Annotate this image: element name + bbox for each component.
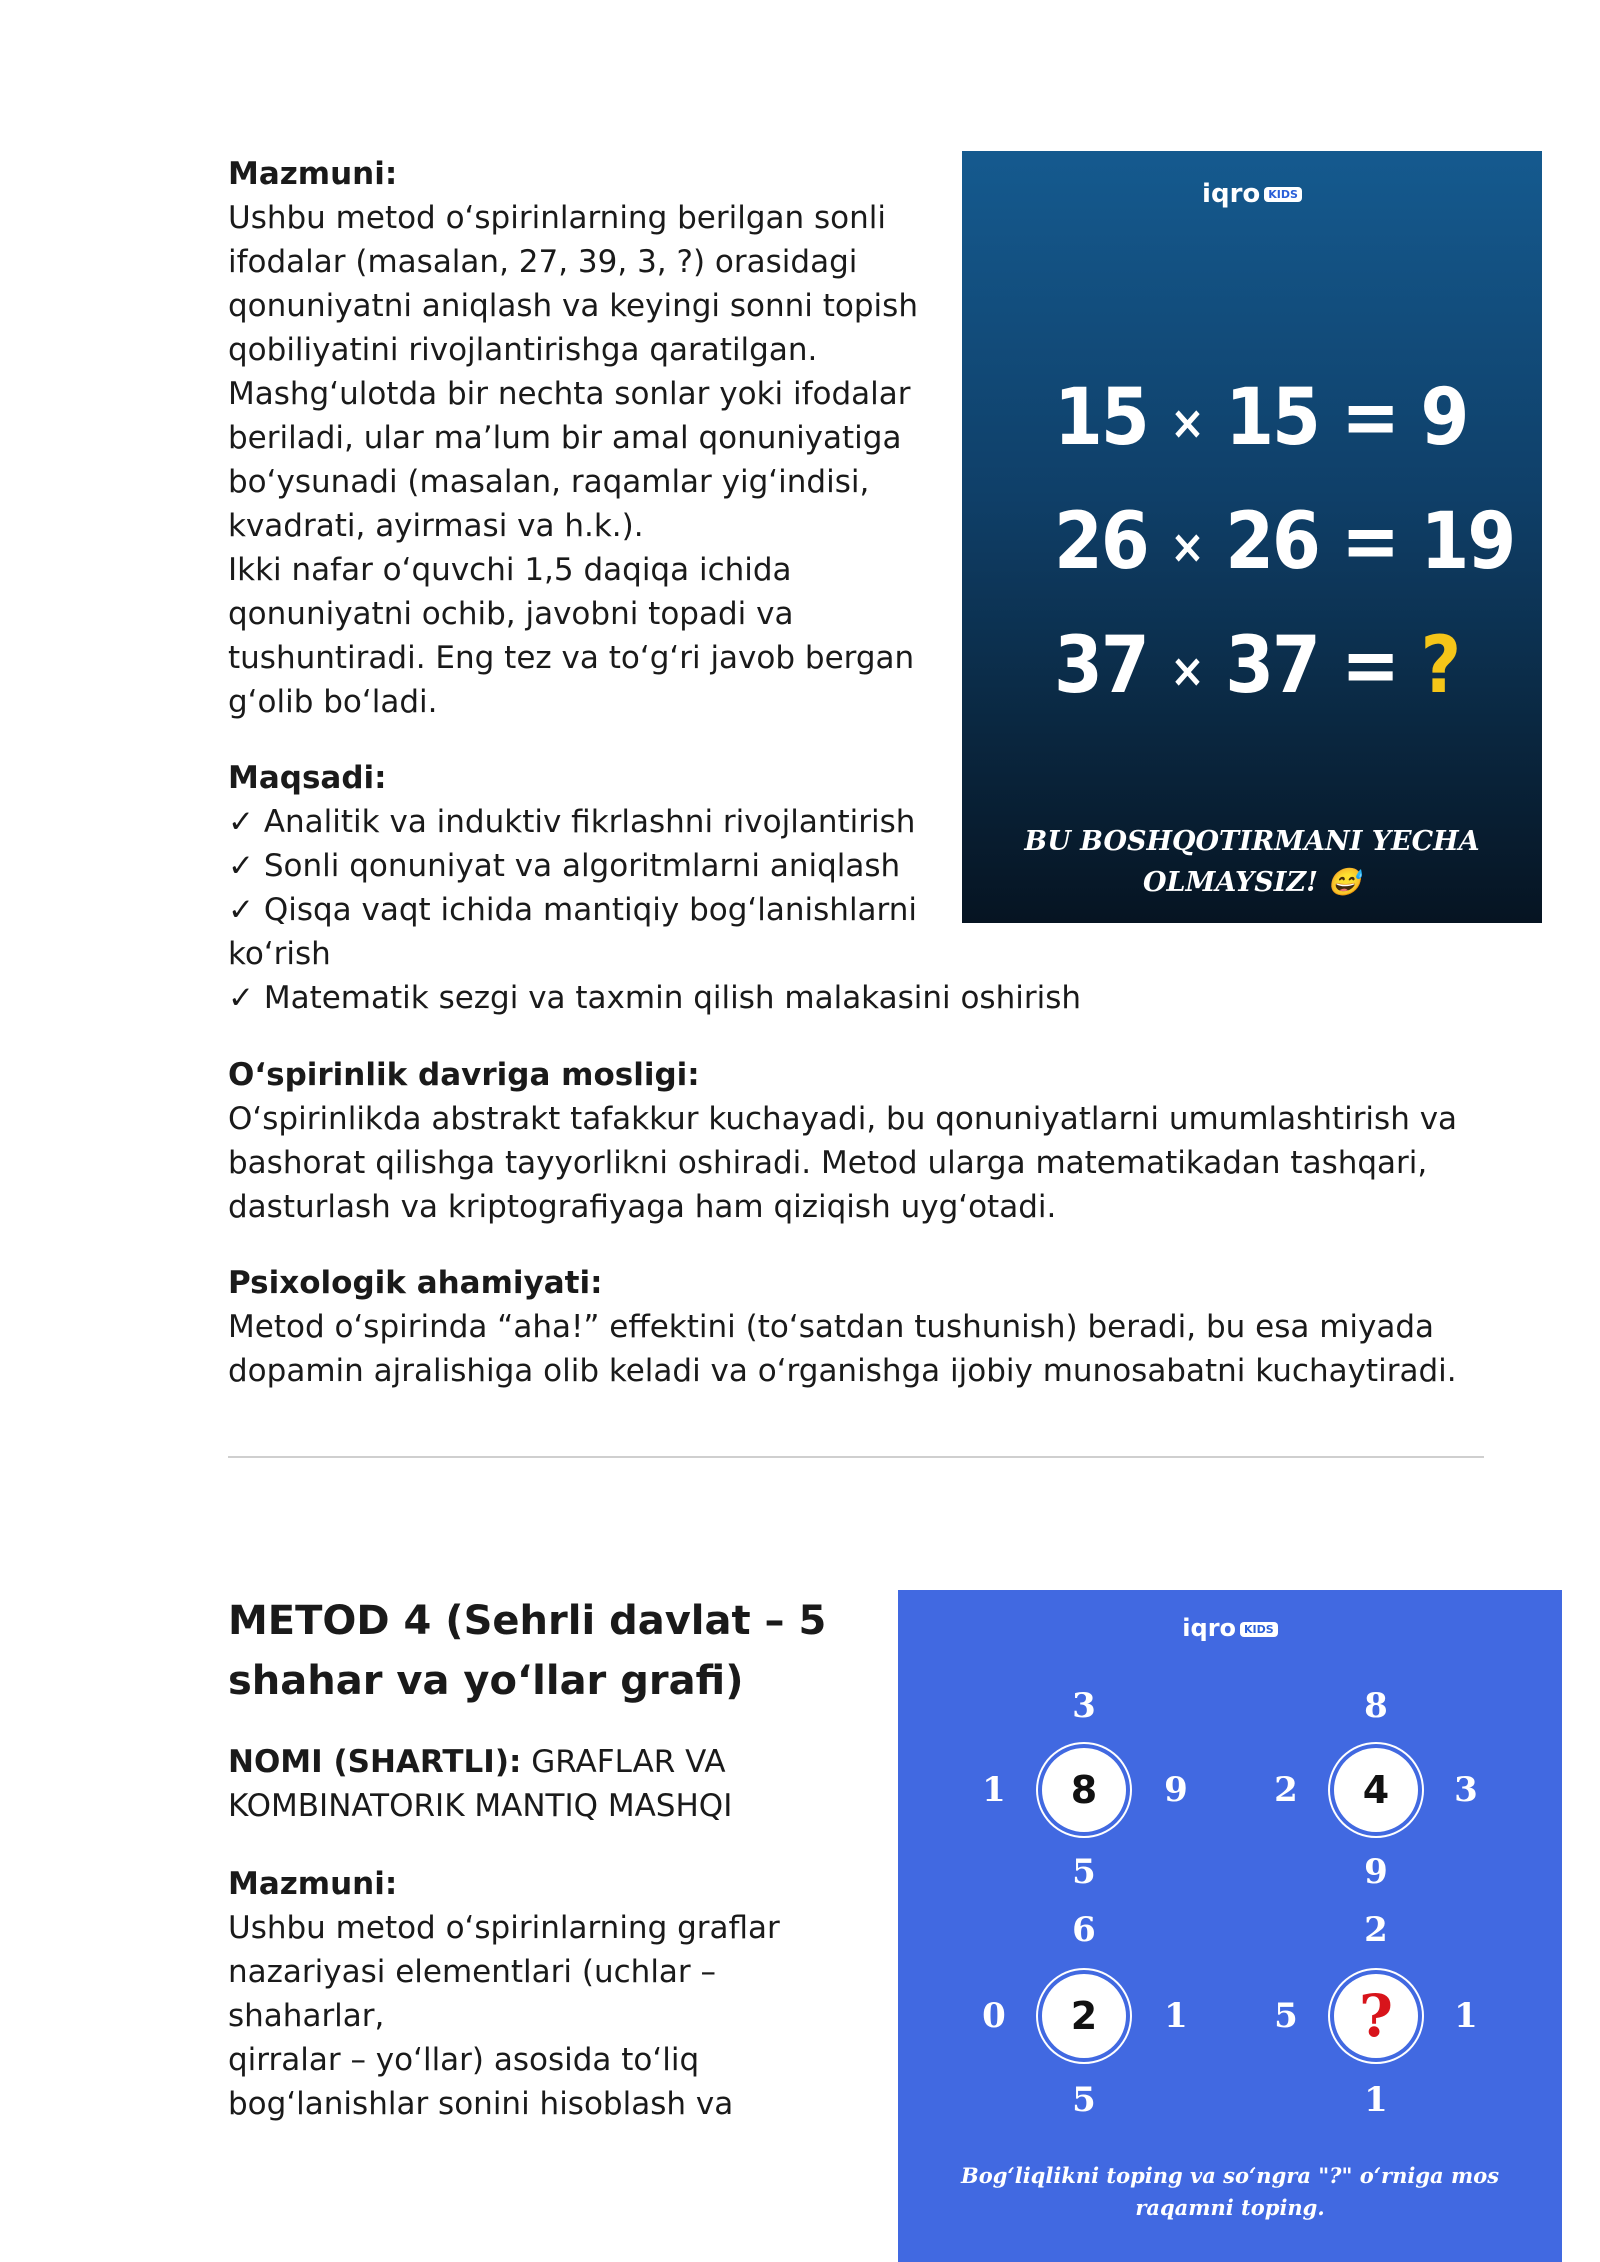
question-mark: ?: [1420, 621, 1460, 711]
goal-item: ✓ Qisqa vaqt ichida mantiqiy bog‘lanishlarni: [228, 892, 918, 928]
logo-badge: KIDS: [1240, 1622, 1278, 1637]
logo-text: iqro: [1202, 179, 1261, 209]
equals-sign: =: [1341, 497, 1399, 587]
top-number: 8: [1364, 1686, 1388, 1726]
text-line: ifodalar (masalan, 27, 39, 3, ?) orasidagi: [228, 244, 858, 280]
mosligi-section: [228, 1053, 1528, 1229]
slogan: [962, 821, 1542, 903]
left-number: 0: [982, 1996, 1006, 2036]
math-puzzle-image: [962, 151, 1542, 923]
text-line: bo‘ysunadi (masalan, raqamlar yig‘indisi,: [228, 464, 870, 500]
maqsadi-heading: Maqsadi:: [228, 760, 387, 796]
result: 19: [1420, 497, 1515, 587]
question-node: ?: [1334, 1974, 1418, 2058]
section2-text: [228, 1591, 868, 1711]
nomi-value: GRAFLAR VA: [521, 1744, 726, 1780]
text-line: qonuniyatni ochib, javobni topadi va: [228, 596, 794, 632]
bottom-number: 9: [1364, 1852, 1388, 1892]
text-line: dasturlash va kriptografiyaga ham qiziqish uyg‘otadi.: [228, 1189, 1057, 1225]
right-number: 1: [1164, 1996, 1188, 2036]
equals-sign: =: [1341, 373, 1399, 463]
operand: 15: [1054, 373, 1148, 463]
section-divider: [228, 1456, 1484, 1458]
logo-text: iqro: [1182, 1614, 1237, 1642]
operand: 26: [1054, 497, 1148, 587]
text-line: bashorat qilishga tayyorlikni oshiradi. Metod ularga matematikadan tashqari,: [228, 1145, 1428, 1181]
result: 9: [1420, 373, 1468, 463]
mazmuni-paragraph: [228, 196, 928, 724]
goal-item: ko‘rish: [228, 936, 331, 972]
multiply-sign: ×: [1170, 519, 1203, 574]
operand: 26: [1225, 497, 1319, 587]
left-number: 5: [1274, 1996, 1298, 2036]
text-line: qonuniyatni aniqlash va keyingi sonni topish: [228, 288, 918, 324]
caption-line: Bog‘liqlikni toping va so‘ngra "?" o‘rniga mos: [960, 2163, 1500, 2188]
equation-row: [1054, 497, 1600, 592]
goal-item: ✓ Sonli qonuniyat va algoritmlarni aniqlash: [228, 848, 901, 884]
mazmuni-heading: Mazmuni:: [228, 1866, 398, 1902]
operand: 15: [1225, 373, 1319, 463]
graph-puzzle-image: [898, 1590, 1562, 2262]
center-node: 8: [1042, 1748, 1126, 1832]
text-line: tushuntiradi. Eng tez va to‘g‘ri javob bergan: [228, 640, 915, 676]
method-title: shahar va yo‘llar grafi): [228, 1658, 744, 1704]
text-line: Mashg‘ulotda bir nechta sonlar yoki ifodalar: [228, 376, 911, 412]
text-line: dopamin ajralishiga olib keladi va o‘rganishga ijobiy munosabatni kuchaytiradi.: [228, 1353, 1457, 1389]
center-node: 2: [1042, 1974, 1126, 2058]
equation-row: [1054, 373, 1600, 468]
text-line: Metod o‘spirinda “aha!” effektini (to‘satdan tushunish) beradi, bu esa miyada: [228, 1309, 1435, 1345]
equals-sign: =: [1341, 621, 1399, 711]
text-line: Ushbu metod o‘spirinlarning graflar: [228, 1910, 780, 1946]
nomi-line: [228, 1740, 868, 1784]
goal-item: ✓ Analitik va induktiv fikrlashni rivojlantirish: [228, 804, 916, 840]
ahamiyati-heading: Psixologik ahamiyati:: [228, 1265, 603, 1301]
mazmuni-heading: Mazmuni:: [228, 156, 398, 192]
right-number: 1: [1454, 1996, 1478, 2036]
right-number: 3: [1454, 1770, 1478, 1810]
left-number: 2: [1274, 1770, 1298, 1810]
text-line: qirralar – yo‘llar) asosida to‘liq: [228, 2042, 700, 2078]
text-line: Ikki nafar o‘quvchi 1,5 daqiqa ichida: [228, 552, 792, 588]
iqro-kids-logo: [898, 1614, 1562, 1642]
bottom-number: 5: [1072, 2080, 1096, 2120]
ahamiyati-section: [228, 1261, 1528, 1393]
left-number: 1: [982, 1770, 1006, 1810]
text-line: g‘olib bo‘ladi.: [228, 684, 438, 720]
caption-line: raqamni toping.: [1135, 2195, 1325, 2220]
iqro-kids-logo: [962, 179, 1542, 209]
operand: 37: [1054, 621, 1148, 711]
multiply-sign: ×: [1170, 643, 1203, 698]
top-number: 3: [1072, 1686, 1096, 1726]
text-line: Ushbu metod o‘spirinlarning berilgan sonli: [228, 200, 886, 236]
equation-row: [1054, 621, 1600, 716]
slogan-line: OLMAYSIZ! 😅: [1143, 867, 1361, 898]
text-line: kvadrati, ayirmasi va h.k.).: [228, 508, 644, 544]
logo-badge: KIDS: [1264, 187, 1302, 202]
bottom-number: 5: [1072, 1852, 1096, 1892]
mazmuni2-section: [228, 1862, 868, 2126]
text-line: qobiliyatini rivojlantirishga qaratilgan.: [228, 332, 818, 368]
text-line: beriladi, ular ma’lum bir amal qonuniyatiga: [228, 420, 902, 456]
nomi-section: [228, 1740, 868, 1828]
method-title: METOD 4 (Sehrli davlat – 5: [228, 1598, 827, 1644]
section1-text: [228, 152, 928, 724]
slogan-line: BU BOSHQOTIRMANI YECHA: [1024, 826, 1480, 857]
nomi-label: NOMI (SHARTLI):: [228, 1744, 522, 1780]
goal-item: ✓ Matematik sezgi va taxmin qilish malakasini oshirish: [228, 980, 1081, 1016]
multiply-sign: ×: [1170, 395, 1203, 450]
top-number: 6: [1072, 1910, 1096, 1950]
puzzle-caption: [898, 2160, 1562, 2224]
text-line: O‘spirinlikda abstrakt tafakkur kuchayadi, bu qonuniyatlarni umumlashtirish va: [228, 1101, 1458, 1137]
right-number: 9: [1164, 1770, 1188, 1810]
top-number: 2: [1364, 1910, 1388, 1950]
text-line: nazariyasi elementlari (uchlar – shaharlar,: [228, 1954, 717, 2034]
operand: 37: [1225, 621, 1319, 711]
nomi-value-line: KOMBINATORIK MANTIQ MASHQI: [228, 1788, 733, 1824]
text-line: bog‘lanishlar sonini hisoblash va: [228, 2086, 734, 2122]
mosligi-heading: O‘spirinlik davriga mosligi:: [228, 1057, 700, 1093]
bottom-number: 1: [1364, 2080, 1388, 2120]
center-node: 4: [1334, 1748, 1418, 1832]
